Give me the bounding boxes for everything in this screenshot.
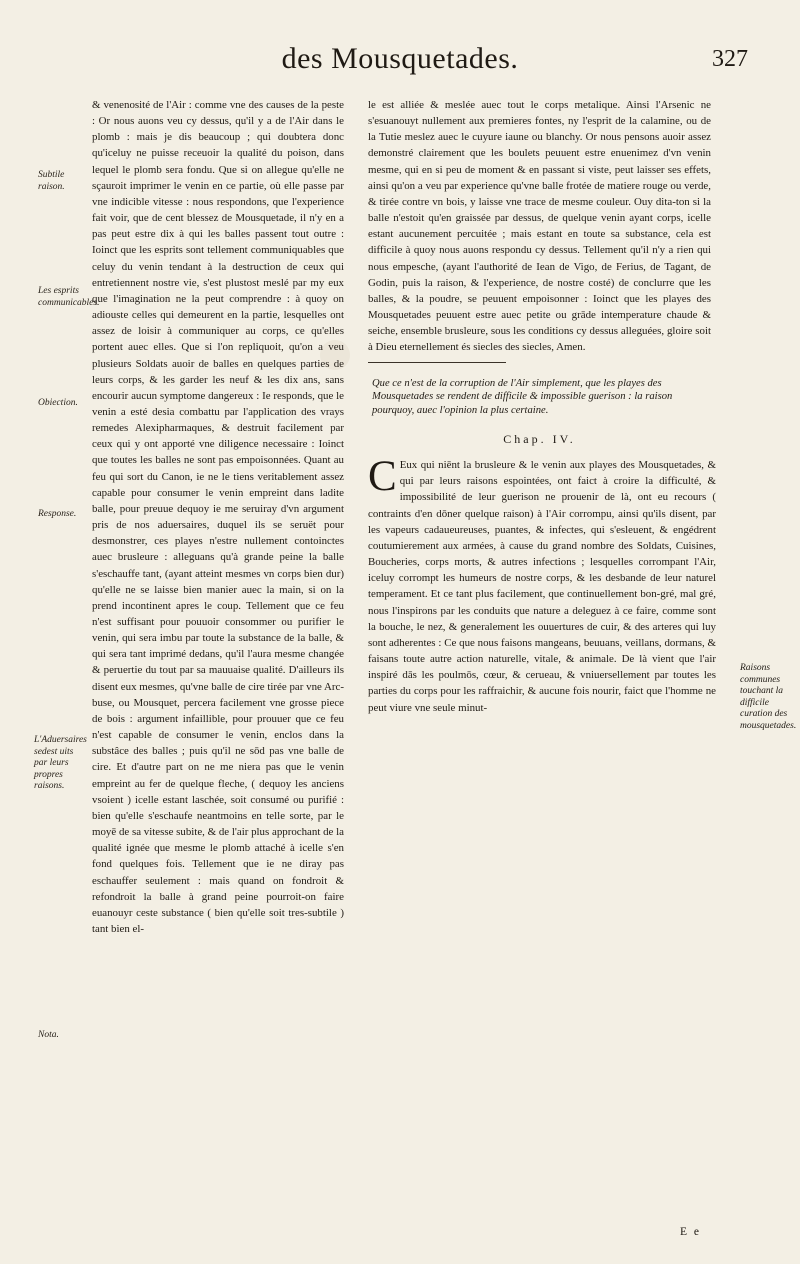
margin-note-objection: Obiection.	[38, 398, 78, 408]
margin-note-aduersaires: L'Aduersaires sedest uits par leurs propres raisons.	[34, 735, 87, 791]
margin-note-nota: Nota.	[38, 1030, 59, 1040]
right-text-column	[368, 97, 716, 716]
chapter-text: Eux qui niēnt la brusleure & le venin aux playes des Mousquetades, & qui par leurs raisons espointées, ont faict à croire la difficulté, & impossibilité de leur guerison ne prouenir de là, ont eu recours ( contraints d'en dōner quelque raison) à l'Air corrompu, ainsi qu'ils disent, par les vapeurs cadaueureuses, puantes, & infectes, qui s'esleuent, & engédrent coutumierement aux armées, à cause du grand nombre des Soldats, Cuisines, Boucheries, corps morts, & autres infections ; lesquelles corrompant l'Air, iceluy corrompt les humeurs de nostre corps, & les desbande de leur naturel temperament. Et ce tant plus facilement, que continuellement bon-gré, mal gré, nous l'inspirons par les conduits que nature a deleguez à ce faire, comme sont la bouche, le nez, & generalement les ouuertures de cuir, & des arteres qui luy sont adherentes : Ce que nous faisons mangeans, beuuans, veillans, dormans, & faisans toute autre action naturelle, vitale, & animale. De là vient que l'air inspiré dās les poulmōs, cœur, & cerueau, & vniuersellement par toutes les parties du corps pour les raffraichir, & aucune fois nourir, faict que l'homme ne peut viure vne seule minut-	[368, 459, 716, 714]
signature-mark: E e	[680, 1226, 702, 1238]
page-number: 327	[712, 46, 748, 72]
section-divider	[368, 362, 506, 363]
chapter-body	[368, 453, 716, 716]
margin-note-esprits: Les esprits communicables.	[38, 286, 100, 308]
margin-note-response: Response.	[38, 509, 77, 519]
margin-note-subtile-raison: Subtile raison.	[38, 170, 65, 192]
right-column-text: le est alliée & meslée auec tout le corps metalique. Ainsi l'Arsenic ne s'esuanouyt nullement aux premieres fontes, ny l'esprit de la calamine, ou de la Tutie meslez auec le cuyure iaune ou blanchy. Or nous pensons auoir assez demonstré clairement que les boulets peuuent estre enuenimez d'vn venin mesme, qui en si peu de moment & en passant si viste, peut laisser ses effets, ainsi qu'on a veu par experience qu'vne balle frotée de matiere rouge ou verde, & tirée contre vn bois, y laisse vne trace de mesme couleur. Ouy dita-ton si la balle n'estoit qu'en graissée par dessus, de quelque venin ayant corps, icelle estant aucunement percuitée ; mais estant en toute sa substance, cela est difficile à quoy nous auons respondu cy dessus. Tellement qu'il n'y a rien qui nous empesche, (ayant l'authorité de Iean de Vigo, de Ferius, de Tagant, de Godin, puis la raison, & l'experience, de nostre costé) de conclurre que les balles, & la poudre, se peuuent empoisonner : Ioinct que les playes des Mousquetades peuuent estre auec petite ou grāde intemperature chaude & seiche, ensemble brusleure, sous les conditions cy dessus alleguées, gloire soit à Dieu eternellement és siecles des siecles, Amen.	[368, 99, 711, 354]
margin-note-raisons-communes: Raisons communes touchant la difficile curation des mousquetades.	[740, 663, 797, 731]
chapter-heading: Chap. IV.	[503, 432, 576, 446]
section-title: Que ce n'est de la corruption de l'Air simplement, que les playes des Mousquetades se rendent de difficile & impossible guerison : la raison pourquoy, auec l'opinion la plus certaine.	[372, 377, 673, 416]
left-column-text: & venenosité de l'Air : comme vne des causes de la peste : Or nous auons veu cy dessus, qu'il y a de l'Air dans le plomb : mais je dis beaucoup ; qui doubtera donc qu'iceluy ne puisse receuoir la qualité du poison, dans lequel le plomb sera fondu. Que si on allegue qu'elle ne sçauroit imprimer le venin en ce partie, où elle passe par vne indicible vitesse : nous respondons, que l'experience fait voir, que de cent blessez de Mousquetade, il n'y en a pas peut estre dix à qui les balles passent tout outre : Ioinct que les esprits sont tellement communiquables que celuy du venin tendant à la destruction de ceux qui entretiennent nostre vie, s'est plustost meslé par my eux que l'imagination ne la peut comprendre : à quoy on adiouste celles qui demeurent en la partie, lesquelles ont assez de loisir à communiquer au corps, ce qu'elles portent auec elles. Que si l'on repliquoit, qu'on a veu plusieurs Soldats auoir de balles en quelques parties de leurs corps, & les garder les neuf & les dix ans, sans encourir aucun symptome dangereux : Ie responds, que le venin a esté desia combattu par l'application des vrays remedes Alexipharmaques, & destruit facilement par ceux qui y ont apporté vne diligence necessaire : Ioinct que toutes les balles ne sont pas empoisonnées. Quant au feu qui sort du Canon, ie ne le tiens veritablement assez capable pour consumer le venin empreint dans ladite balle, pour preuue dequoy ie me seruiray d'vn argument pris de nos aduersaires, duquel ils se seruët pour desmonstrer, ces playes n'estre nullement contoinctes auec brusleure : alleguans qu'à grande peine la balle s'eschauffe tant, (ayant atteint mesmes vn corps bien dur) qu'elle ne se laisse bien manier auec la main, si on la prend incontinent apres le coup. Tellement que ce feu n'est suffisant pour pouuoir consommer ou purifier le venin, qui sera imbu par toute la substance de la balle, & qui sera tant imprimé dedans, qu'il l'aura mesme changée & peruertie du tout par sa mauuaise qualité. D'ailleurs ils disent eux mesmes, qu'vne balle de cire tirée par vne Arc-buse, ou Mousquet, percera facilement vne grosse piece de bois : argument infaillible, pour prouuer que ce feu n'est capable de consumer le venin, enclos dans la substâce des balles ; puis qu'il ne sōd pas vne balle de cire. Et d'autre part on ne me niera pas que le venin empreint au fer de quelque fleche, ( dequoy les anciens vsoient ) icelle estant laschée, soit consumé ou purifié : bien qu'elle s'eschaufe neantmoins en telle sorte, par le moyē de sa vitesse subite, & de l'air plus approchant de la qualité ignée que mesme le plomb attaché à icelle s'en fond quelques fois. Tellement que ie ne diray pas eschauffer seulement : mais quand on fondroit & refondroit la balle à grand peine pourroit-on faire euanouyr ceste substance ( bien qu'elle soit tres-subtile ) tant bien el-	[92, 99, 344, 935]
left-text-column	[92, 97, 344, 937]
running-head: des Mousquetades.	[281, 42, 519, 75]
drop-cap: C	[368, 453, 397, 501]
